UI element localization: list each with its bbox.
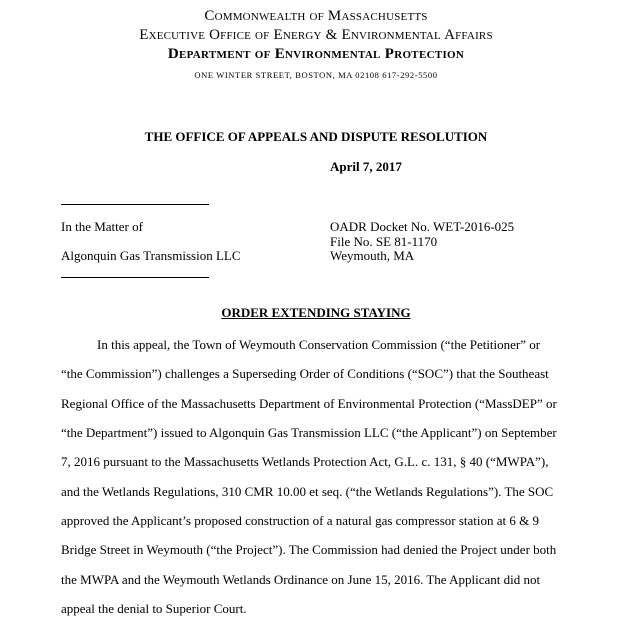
body-line: and the Wetlands Regulations, 310 CMR 10.00 et seq. (“the Wetlands Regulations”). The SOC [61,484,554,499]
order-title: ORDER EXTENDING STAYING [221,305,411,320]
header-executive-office: Executive Office of Energy & Environmental Affairs [139,27,493,43]
office-title: THE OFFICE OF APPEALS AND DISPUTE RESOLUTION [144,129,488,144]
caption-file-no: File No. SE 81-1170 [330,234,438,249]
caption-matter-label: In the Matter of [61,219,143,234]
body-line: “the Department”) issued to Algonquin Gas Transmission LLC (“the Applicant”) on September [61,425,557,440]
document-date: April 7, 2017 [330,159,402,174]
body-line: approved the Applicant’s proposed construction of a natural gas compressor station at 6 & 9 [61,513,539,528]
header-department: Department of Environmental Protection [167,46,465,62]
caption-rule-bottom [61,277,209,278]
body-line: Bridge Street in Weymouth (“the Project”). The Commission had denied the Project under both [61,542,557,557]
header-commonwealth: Commonwealth of Massachusetts [204,8,428,24]
body-line: Regional Office of the Massachusetts Department of Environmental Protection (“MassDEP” or [61,396,557,411]
body-line: appeal the denial to Superior Court. [61,601,247,616]
body-line: 7, 2016 pursuant to the Massachusetts Wetlands Protection Act, G.L. c. 131, § 40 (“MWPA”), [61,454,549,469]
caption-docket: OADR Docket No. WET-2016-025 [330,219,515,234]
header-address: ONE WINTER STREET, BOSTON, MA 02108 617-292-5500 [194,70,438,80]
caption-party: Algonquin Gas Transmission LLC [61,248,241,263]
caption-rule-top [61,204,209,205]
caption-location: Weymouth, MA [330,248,415,263]
body-line: In this appeal, the Town of Weymouth Conservation Commission (“the Petitioner” or [97,337,541,352]
body-line: the MWPA and the Weymouth Wetlands Ordinance on June 15, 2016. The Applicant did not [61,572,541,587]
body-line: “the Commission”) challenges a Superseding Order of Conditions (“SOC”) that the Southeast [61,366,549,381]
